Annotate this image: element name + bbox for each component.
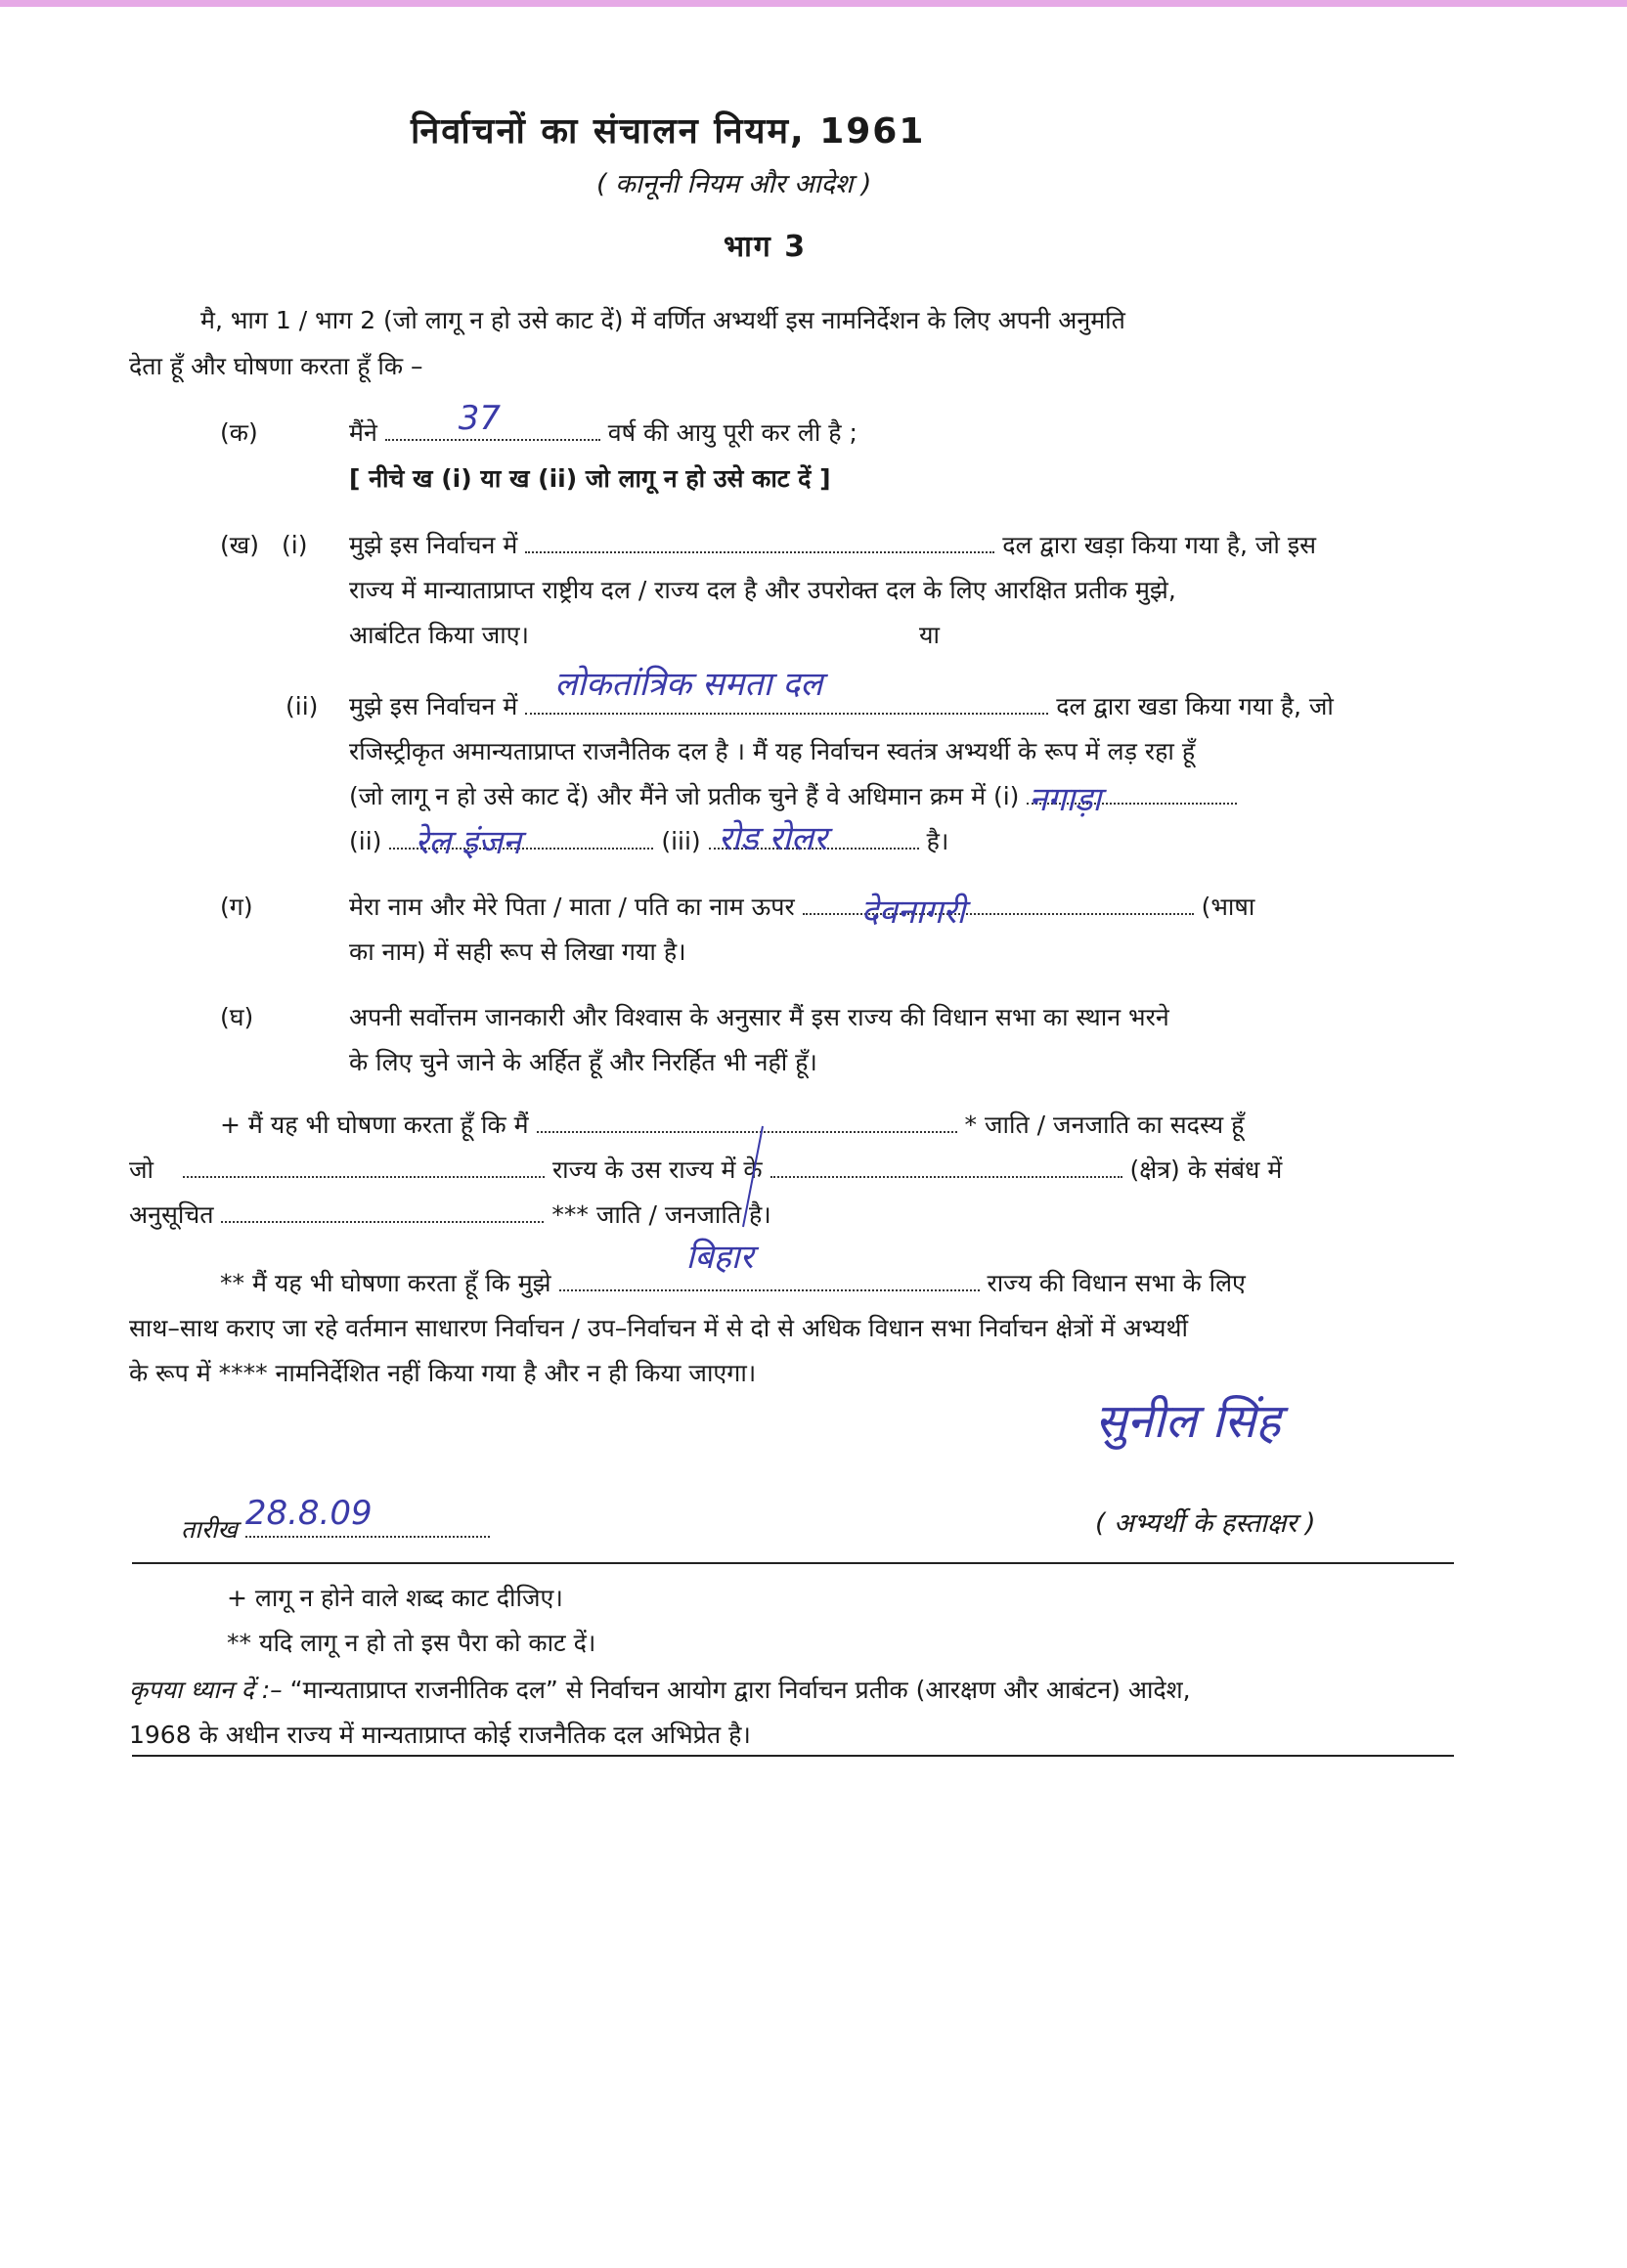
bottom-divider-line [132,1755,1454,1757]
caste-line-3 [129,1193,771,1238]
or-text: या [919,621,940,649]
candidate-signature: सुनील सिंह [1095,1394,1281,1449]
clause-kha-ii-end: है। [926,827,949,855]
clause-kha-i-sub: (i) [282,531,308,559]
state-value: बिहार [685,1238,754,1277]
caste-line2-b: राज्य के उस राज्य में के [551,1156,763,1184]
state-suffix: राज्य की विधान सभा के लिए [987,1269,1246,1297]
party-name-value: लोकतांत्रिक समता दल [554,665,823,704]
clause-kha-ii-line3-text: (जो लागू न हो उसे काट दें) और मैंने जो प्रतीक चुने हैं वे अधिमान क्रम में (i) [349,782,1020,810]
clause-ka-suffix: वर्ष की आयु पूरी कर ली है ; [607,418,857,447]
symbol-3-value: रोड रोलर [718,819,828,858]
clause-kha-i-line3: आबंटित किया जाए। [349,621,530,649]
please-note-line-2: 1968 के अधीन राज्य में मान्यताप्राप्त कोई राजनैतिक दल अभिप्रेत है। [129,1721,751,1749]
clause-ka-prefix: मैंने [349,418,377,447]
clause-kha-ii-line3 [349,774,1237,819]
symbol-3-label: (iii) [661,827,701,855]
divider-line [132,1562,1454,1564]
please-note-text: “मान्यताप्राप्त राजनीतिक दल” से निर्वाचन आयोग द्वारा निर्वाचन प्रतीक (आरक्षण और आबंटन) आदेश, [289,1676,1191,1704]
clause-kha-i-line1 [349,523,1316,568]
state-line-2: साथ–साथ कराए जा रहे वर्तमान साधारण निर्वाचन / उप–निर्वाचन में से दो से अधिक विधान सभा निर्वाचन क्षेत्रों में अभ्यर्थी [129,1314,1188,1342]
date-value: 28.8.09 [244,1494,373,1533]
clause-ga-line2: का नाम) में सही रूप से लिखा गया है। [349,938,686,966]
clause-ga-suffix: (भाषा [1201,893,1255,921]
caste-line3-a: अनुसूचित [129,1200,214,1229]
clause-gha-line1: अपनी सर्वोत्तम जानकारी और विश्वास के अनुसार मैं इस राज्य की विधान सभा का स्थान भरने [349,1003,1169,1031]
clause-ga-prefix: मेरा नाम और मेरे पिता / माता / पति का नाम ऊपर [349,893,795,921]
clause-ka-line [349,399,857,456]
language-value: देवनागरी [860,893,966,932]
state-field [559,1238,980,1291]
intro-line-1: मै, भाग 1 / भाग 2 (जो लागू न हो उसे काट दें) में वर्णित अभ्यर्थी इस नामनिर्देशन के लिए अपनी अनुमति [200,306,1125,334]
caste-line3-b: *** जाति / जनजाति है। [551,1200,771,1229]
state-prefix: ** मैं यह भी घोषणा करता हूँ कि मुझे [220,1269,551,1297]
document-title: निर्वाचनों का संचालन नियम, 1961 [411,111,926,152]
clause-kha-ii-prefix: मुझे इस निर्वाचन में [349,692,518,720]
footnote-2: ** यदि लागू न हो तो इस पैरा को काट दें। [227,1629,596,1657]
clause-ga-line1 [349,885,1254,930]
symbol-1-field [1027,780,1237,819]
age-value: 37 [458,399,502,438]
clause-ka-note: [ नीचे ख (i) या ख (ii) जो लागू न हो उसे काट दें ] [349,464,831,493]
clause-ga-marker: (ग) [220,893,253,921]
caste-suffix: * जाति / जनजाति का सदस्य हूँ [964,1111,1245,1139]
party-blank-field [525,530,994,553]
date-field [244,1494,490,1538]
symbol-2-label: (ii) [349,827,382,855]
clause-kha-ii-suffix: दल द्वारा खडा किया गया है, जो [1056,692,1334,720]
caste-line2-c: (क्षेत्र) के संबंध में [1129,1156,1283,1184]
intro-line-2: देता हूँ और घोषणा करता हूँ कि – [129,352,423,380]
caste-state-field [183,1155,545,1178]
footnote-1: + लागू न होने वाले शब्द काट दीजिए। [227,1584,563,1612]
date-label: तारीख [181,1515,238,1544]
caste-prefix: + मैं यह भी घोषणा करता हूँ कि मैं [220,1111,529,1139]
clause-kha-ii-line4 [349,819,948,864]
clause-kha-ii-line1 [349,665,1334,729]
caste-line-2 [129,1148,1282,1193]
clause-kha-i-suffix: दल द्वारा खड़ा किया गया है, जो इस [1002,531,1317,559]
language-field [803,892,1194,932]
please-note-line-1 [129,1668,1191,1713]
caste-scheduled-field [221,1199,544,1223]
clause-kha-ii-sub: (ii) [286,692,319,720]
please-note-label: कृपया ध्यान दें :– [129,1676,283,1704]
state-line-3: के रूप में **** नामनिर्देशित नहीं किया गया है और न ही किया जाएगा। [129,1359,757,1387]
part-heading: भाग 3 [724,230,808,264]
clause-kha-ii-line2: रजिस्ट्रीकृत अमान्यताप्राप्त राजनैतिक दल है । मैं यह निर्वाचन स्वतंत्र अभ्यर्थी के रूप में लड़ रहा हूँ [349,737,1196,765]
state-line-1 [220,1238,1246,1306]
clause-ka-marker: (क) [220,418,258,447]
caste-line2-a: जो [129,1156,154,1184]
symbol-2-value: रेल इंजन [415,823,521,862]
clause-gha-marker: (घ) [220,1003,254,1031]
symbol-3-field [709,819,919,858]
clause-kha-i-prefix: मुझे इस निर्वाचन में [349,531,518,559]
clause-kha-i-line2: राज्य में मान्याताप्राप्त राष्ट्रीय दल / राज्य दल है और उपरोक्त दल के लिए आरक्षित प्रतीक मुझे, [349,576,1176,604]
clause-kha-marker: (ख) [220,531,259,559]
party-name-field [525,665,1048,715]
age-field [385,399,600,441]
symbol-2-field [389,823,653,862]
document-subtitle: ( कानूनी नियम और आदेश ) [596,169,872,199]
date-line [181,1494,490,1552]
strike-stroke [733,1124,772,1232]
clause-gha-line2: के लिए चुने जाने के अर्हित हूँ और निरर्हित भी नहीं हूँ। [349,1048,817,1076]
caste-line-1 [220,1103,1244,1148]
caste-area-field [770,1155,1122,1178]
signature-label: ( अभ्यर्थी के हस्ताक्षर ) [1095,1508,1316,1539]
symbol-1-value: नगाड़ा [1029,780,1102,819]
